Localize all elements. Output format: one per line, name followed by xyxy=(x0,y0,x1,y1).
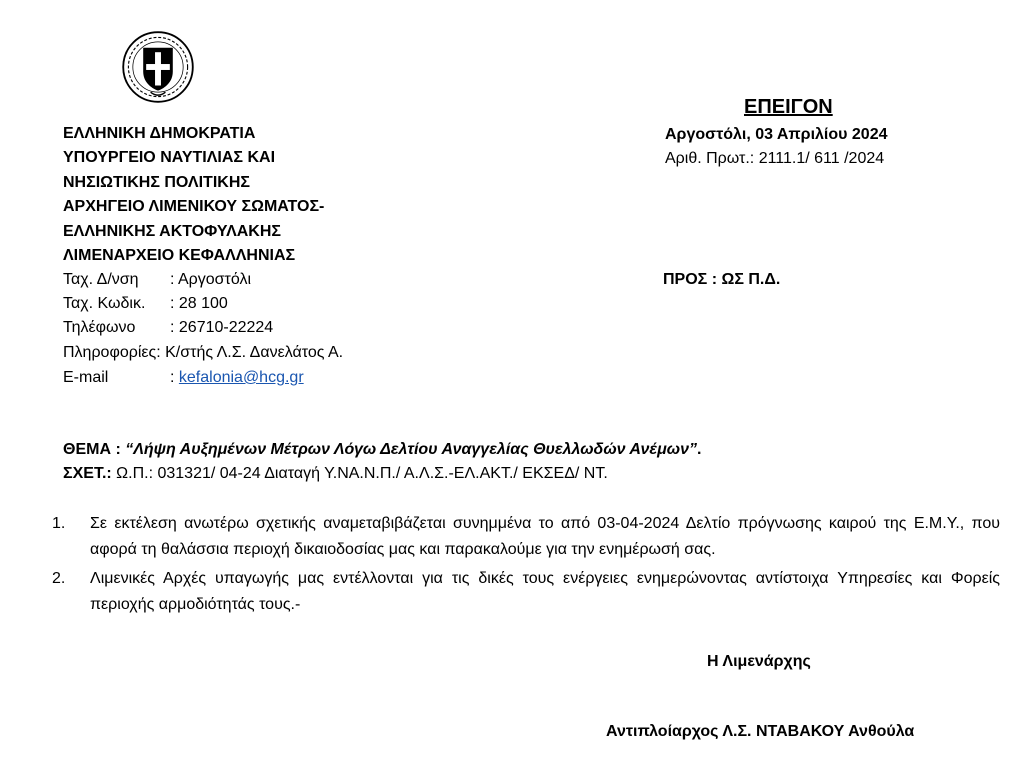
contact-phone-value: : 26710-22224 xyxy=(170,319,274,336)
authority-line: ΕΛΛΗΝΙΚΗΣ ΑΚΤΟΦΥΛΑΚΗΣ xyxy=(63,222,282,240)
paragraph-number: 1. xyxy=(52,515,66,532)
urgency-marking: ΕΠΕΙΓΟΝ xyxy=(744,96,833,118)
contact-phone-label: Τηλέφωνο xyxy=(63,319,136,336)
protocol-number: Αριθ. Πρωτ.: 2111.1/ 611 /2024 xyxy=(665,150,885,167)
authority-line: ΝΗΣΙΩΤΙΚΗΣ ΠΟΛΙΤΙΚΗΣ xyxy=(63,173,250,191)
recipient: ΠΡΟΣ : ΩΣ Π.Δ. xyxy=(663,271,781,288)
body-paragraph xyxy=(52,511,1000,563)
contact-postal-code xyxy=(63,292,228,316)
contact-info-label: Πληροφορίες: xyxy=(63,344,161,361)
authority-line: ΕΛΛΗΝΙΚΗ ΔΗΜΟΚΡΑΤΙΑ xyxy=(63,125,256,142)
related-line xyxy=(63,462,608,486)
greek-coat-of-arms-icon xyxy=(121,30,195,104)
paragraph-text: Σε εκτέλεση ανωτέρω σχετικής αναμεταβιβάζεται συνημμένα το από 03-04-2024 Δελτίο πρόγνωσης καιρού της Ε.Μ.Υ., που αφορά τη θαλάσσια περιοχή δικαιοδοσίας μας και παρακαλούμε για την ενημέρωσή σας. xyxy=(90,515,1000,558)
signatory-name: Αντιπλοίαρχος Λ.Σ. ΝΤΑΒΑΚΟΥ Ανθούλα xyxy=(606,723,915,740)
email-link[interactable]: kefalonia@hcg.gr xyxy=(178,369,304,386)
body-paragraph xyxy=(52,566,1000,618)
paragraph-number: 2. xyxy=(52,570,66,587)
subject-line xyxy=(63,438,701,462)
subject-end: . xyxy=(696,441,702,458)
contact-phone xyxy=(63,316,273,340)
contact-address xyxy=(63,268,251,292)
authority-line: ΥΠΟΥΡΓΕΙΟ ΝΑΥΤΙΛΙΑΣ ΚΑΙ xyxy=(63,149,276,167)
subject-label: ΘΕΜΑ : xyxy=(63,441,126,458)
contact-address-label: Ταχ. Δ/νση xyxy=(63,271,139,288)
contact-info xyxy=(63,341,343,365)
contact-info-value: Κ/στής Λ.Σ. Δανελάτος Α. xyxy=(165,344,344,361)
authority-line: ΛΙΜΕΝΑΡΧΕΙΟ ΚΕΦΑΛΛΗΝΙΑΣ xyxy=(63,247,296,265)
related-text: Ω.Π.: 031321/ 04-24 Διαταγή Υ.ΝΑ.Ν.Π./ Α.Λ.Σ.-ΕΛ.ΑΚΤ./ ΕΚΣΕΔ/ ΝΤ. xyxy=(111,465,608,482)
subject-text: “Λήψη Αυξημένων Μέτρων Λόγω Δελτίου Αναγγελίας Θυελλωδών Ανέμων” xyxy=(125,441,697,458)
place-date: Αργοστόλι, 03 Απριλίου 2024 xyxy=(665,126,888,143)
contact-postal-label: Ταχ. Κωδικ. xyxy=(63,295,146,312)
paragraph-text: Λιμενικές Αρχές υπαγωγής μας εντέλλονται για τις δικές τους ενέργειες ενημερώνοντας αντίστοιχα Υπηρεσίες και Φορείς περιοχής αρμοδιότητάς τους.- xyxy=(90,570,1000,613)
contact-postal-value: : 28 100 xyxy=(170,295,228,312)
authority-line: ΑΡΧΗΓΕΙΟ ΛΙΜΕΝΙΚΟΥ ΣΩΜΑΤΟΣ- xyxy=(63,198,325,216)
contact-address-value: : Αργοστόλι xyxy=(170,271,252,288)
issuing-authority xyxy=(63,122,324,268)
contact-email-label: E-mail xyxy=(63,369,109,386)
signatory-title: Η Λιμενάρχης xyxy=(707,653,811,670)
contact-email-prefix: : xyxy=(170,369,179,386)
related-label: ΣΧΕΤ.: xyxy=(63,465,112,482)
contact-email xyxy=(63,366,304,390)
